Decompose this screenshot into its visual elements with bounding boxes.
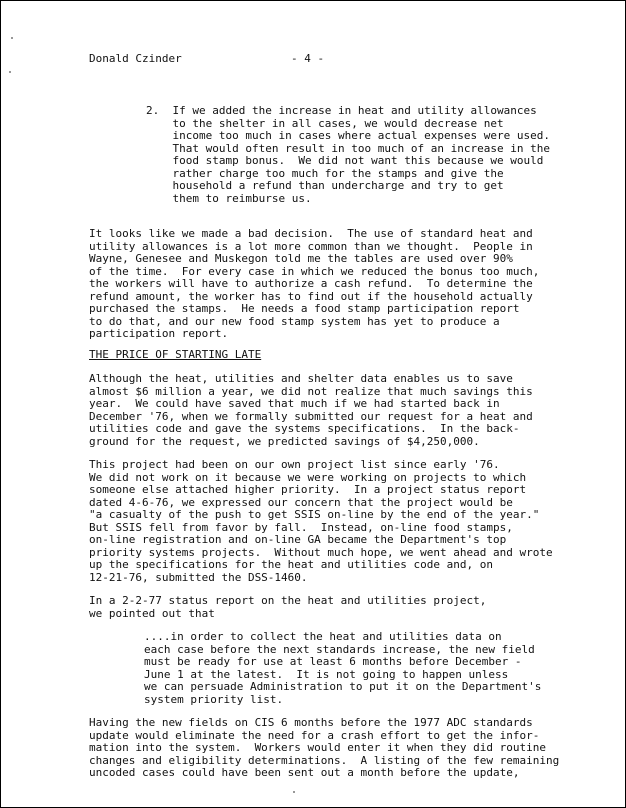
paragraph: In a 2-2-77 status report on the heat and utilities project, we pointed out that xyxy=(89,594,487,620)
paragraph: This project had been on our own project list since early '76. We did not work on it because we were working on projects to which someone else attached higher priority. In a project status report dated 4-6-76, we expressed our concern that the project would be "a casualty of the push to get SSIS on-line by the end of the year." But SSIS fell from favor by fall. Instead, on-line food stamps, on-line registration and on-line GA became the Department's top priority systems projects. Without much hope, we went ahead and wrote up the specifications for the heat and utilities code and, on 12-21-76, submitted the DSS-1460. xyxy=(89,458,553,584)
section-heading: THE PRICE OF STARTING LATE xyxy=(89,348,262,361)
paragraph: Although the heat, utilities and shelter data enables us to save almost $6 million a year, we did not realize that much savings this year. We could have saved that much if we had started back in December '76, when we formally submitted our request for a heat and utilities code and gave the systems specifications. In the back- ground for the request, we predicted savings of $4,250,000. xyxy=(89,372,533,448)
paragraph: Having the new fields on CIS 6 months before the 1977 ADC standards update would eliminate the need for a crash effort to get the infor- mation into the system. Workers would enter it when they did routine changes and eligibility determinations. A listing of the few remaining uncoded cases could have been sent out a month before the update, xyxy=(89,716,560,779)
scan-speck xyxy=(9,71,11,73)
numbered-item-2: 2. If we added the increase in heat and utility allowances to the shelter in all cases, we would decrease net income too much in cases where actual expenses were used. That would often result in too much of an increase in the food stamp bonus. We did not want this because we would rather charge too much for the stamps and give the household a refund than undercharge and try to get them to reimburse us. xyxy=(146,104,550,205)
block-quote: ....in order to collect the heat and utilities data on each case before the next standards increase, the new field must be ready for use at least 6 months before December - June 1 at the latest. It is not going to happen unless we can persuade Administration to put it on the Department's system priority list. xyxy=(144,630,542,706)
page-number: - 4 - xyxy=(291,52,325,65)
header-name: Donald Czinder xyxy=(89,52,182,65)
scan-speck xyxy=(293,791,295,793)
scan-speck xyxy=(11,37,13,39)
paragraph: It looks like we made a bad decision. The use of standard heat and utility allowances is a lot more common than we thought. People in Wayne, Genesee and Muskegon told me the tables are used over 90% of the time. For every case in which we reduced the bonus too much, the workers will have to authorize a cash refund. To determine the refund amount, the worker has to find out if the household actually purchased the stamps. He needs a food stamp participation report to do that, and our new food stamp system has yet to produce a participation report. xyxy=(89,227,540,340)
